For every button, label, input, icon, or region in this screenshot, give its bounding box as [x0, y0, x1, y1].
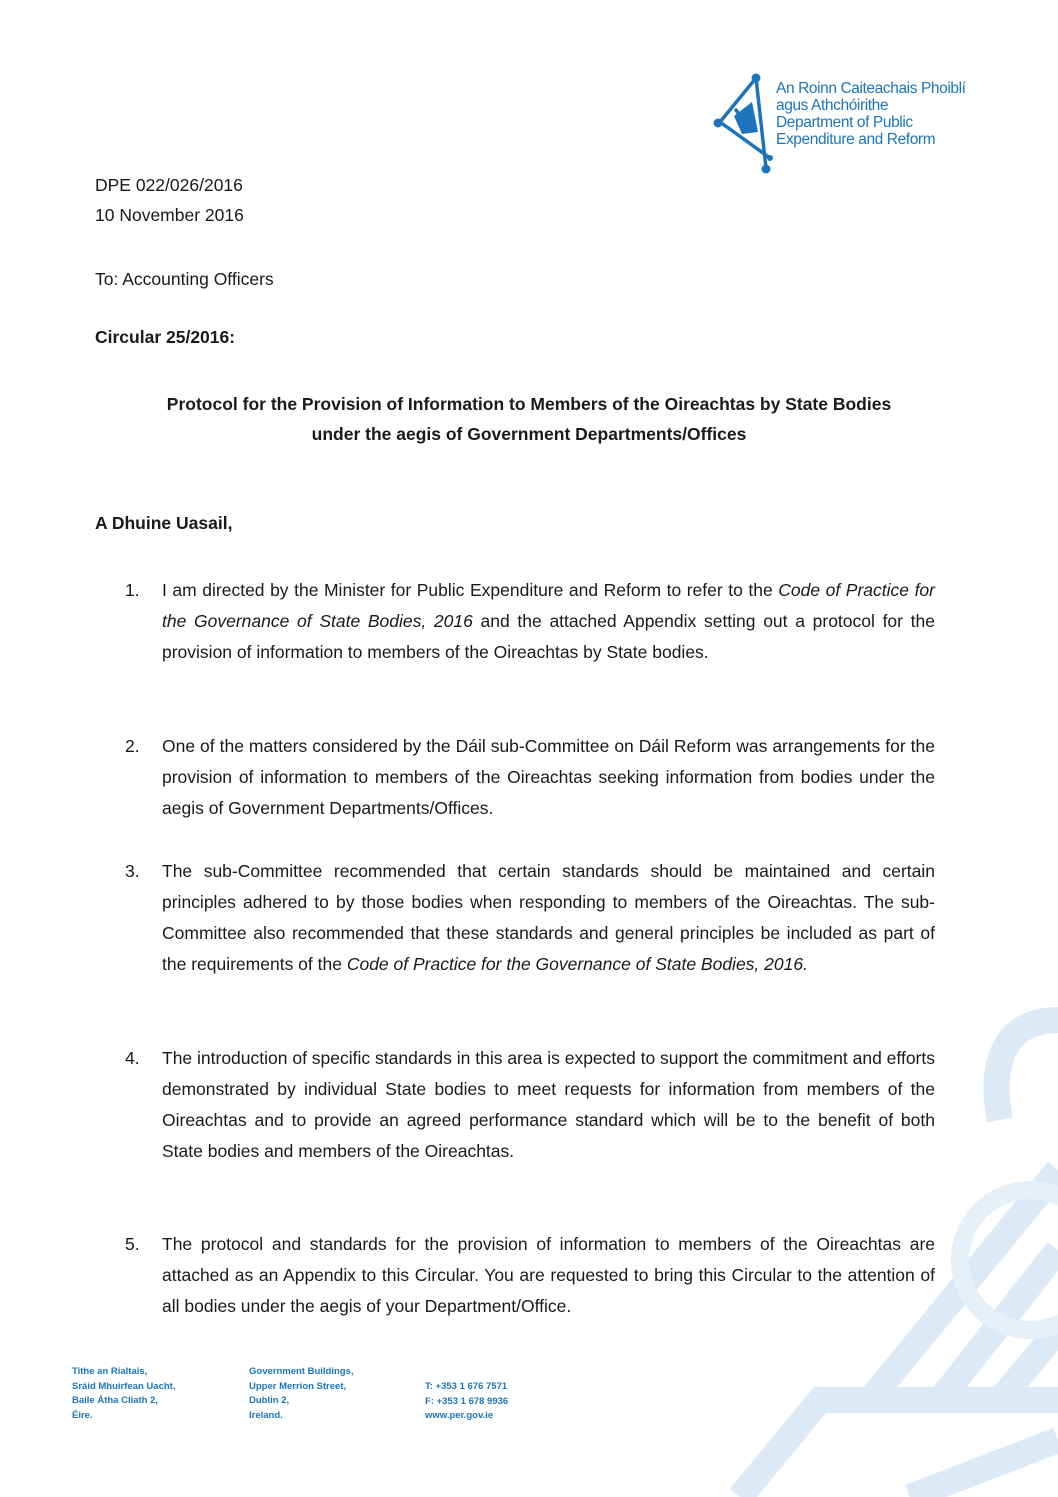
paragraph-number: 2. [125, 736, 140, 756]
reference-block [95, 170, 244, 230]
paragraph-number: 1. [125, 580, 140, 600]
subject-line-1: Protocol for the Provision of Information to Members of the Oireachtas by State Bodies [166, 394, 892, 414]
logo-line-2: agus Athchóirithe [776, 97, 889, 114]
department-emblem-icon [706, 72, 778, 176]
footer-line: Tithe an Rialtais, [72, 1366, 148, 1377]
footer-english-address [249, 1365, 354, 1423]
logo-text [776, 80, 966, 148]
department-logo [706, 72, 966, 176]
paragraph-text [162, 575, 935, 668]
salutation: A Dhuine Uasail, [95, 513, 233, 533]
paragraph-text-part: and the attached Appendix setting out a protocol for the provision of information to members of the Oireachtas by State bodies. [162, 611, 936, 662]
paragraph-text: The introduction of specific standards in this area is expected to support the commitment and efforts demonstrated by individual State bodies to meet requests for information from members of the Oireachtas and to provide an agreed performance standard which will be to the benefit of both State bodies and members of the Oireachtas. [162, 1048, 935, 1161]
paragraph-number: 4. [125, 1048, 140, 1068]
paragraph-text: The protocol and standards for the provision of information to members of the Oireachtas are attached as an Appendix to this Circular. You are requested to bring this Circular to the attention of all bodies under the aegis of your Department/Office. [162, 1234, 935, 1316]
footer-phone: T: +353 1 676 7571 [425, 1381, 508, 1392]
reference-number: DPE 022/026/2016 [95, 175, 243, 195]
subject-heading [95, 389, 963, 449]
paragraph-number: 3. [125, 861, 140, 881]
footer-line: Éire. [72, 1409, 93, 1421]
paragraph-5 [125, 1229, 935, 1322]
paragraph-text-part: The sub-Committee recommended that certain standards should be maintained and certain principles adhered to by those bodies when responding to members of the Oireachtas. The sub-Committee also recommended that these standards and general principles be included as part of the requirements of the [162, 861, 935, 974]
paragraph-italic-title: Code of Practice for the Governance of State Bodies, 2016. [346, 954, 808, 974]
footer-line: Dublin 2, [249, 1395, 290, 1406]
footer-line: Baile Átha Cliath 2, [72, 1395, 159, 1406]
footer-fax: F: +353 1 678 9936 [425, 1395, 509, 1407]
letter-date: 10 November 2016 [95, 205, 244, 225]
footer-line: Sráid Mhuirfean Uacht, [72, 1380, 176, 1392]
logo-line-3: Department of Public [776, 114, 913, 131]
logo-line-1: An Roinn Caiteachais Phoiblí [776, 80, 966, 97]
paragraph-text [162, 856, 935, 980]
paragraph-4 [125, 1043, 935, 1167]
addressee: To: Accounting Officers [95, 269, 274, 289]
footer-website-link[interactable]: www.per.gov.ie [425, 1410, 494, 1421]
footer-irish-address [72, 1365, 175, 1423]
logo-line-4: Expenditure and Reform [776, 131, 936, 148]
paragraph-3 [125, 856, 935, 980]
footer-line: Ireland. [249, 1409, 283, 1421]
paragraph-text-part: I am directed by the Minister for Public Expenditure and Reform to refer to the [162, 580, 779, 600]
paragraph-number: 5. [125, 1234, 140, 1254]
paragraph-1 [125, 575, 935, 668]
paragraph-italic-title: Code of Practice for the Governance of State Bodies, 2016 [162, 580, 935, 631]
paragraph-text: One of the matters considered by the Dáil sub-Committee on Dáil Reform was arrangements for the provision of information to members of the Oireachtas seeking information from bodies under the aegis of Government Departments/Offices. [162, 736, 935, 818]
footer-contact [425, 1380, 508, 1424]
paragraph-2 [125, 731, 935, 824]
subject-line-2: under the aegis of Government Departments/Offices [311, 424, 747, 444]
footer-line: Government Buildings, [249, 1366, 354, 1377]
circular-number: Circular 25/2016: [95, 327, 236, 347]
footer-line: Upper Merrion Street, [249, 1380, 347, 1392]
